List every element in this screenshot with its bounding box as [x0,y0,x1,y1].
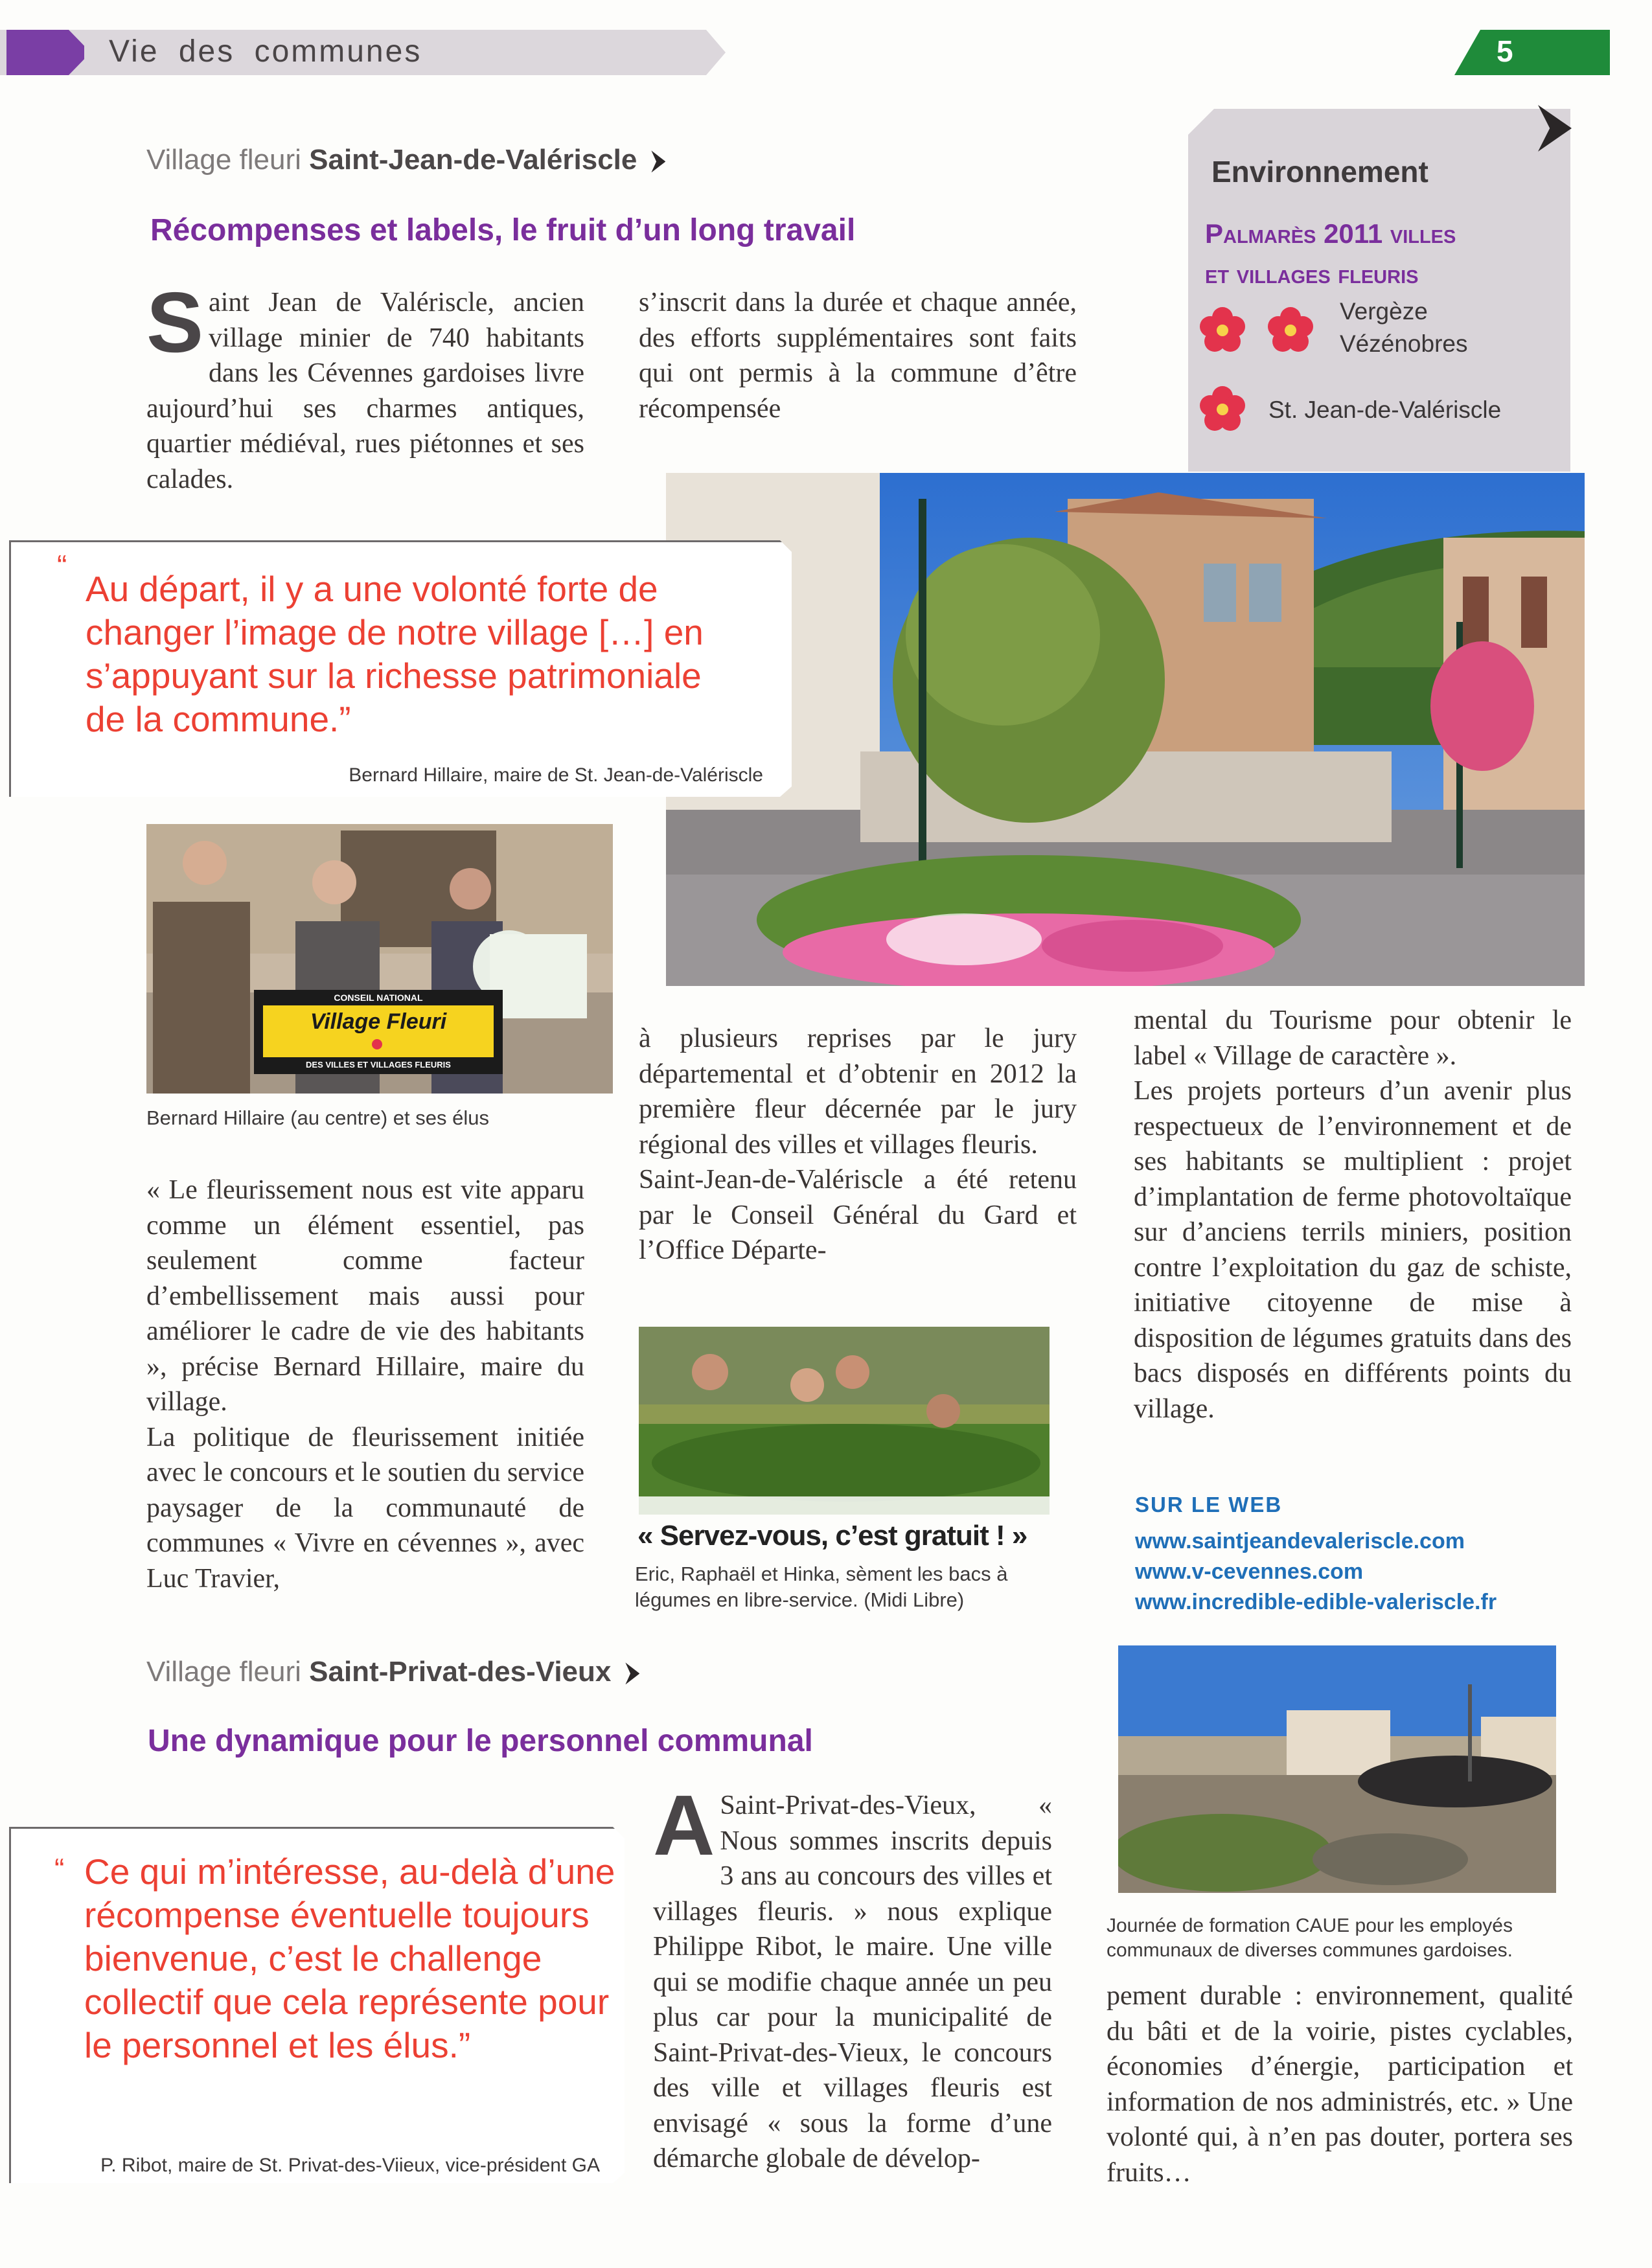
palmares-line2: et villages fleuris [1205,258,1419,289]
article1-col2 [639,1021,1077,1268]
quote-mark: “ [57,549,67,582]
article1-intro [146,275,584,497]
palmares-item: St. Jean-de-Valériscle [1268,396,1502,423]
article1-col2-top: s’inscrit dans la durée et chaque année, des efforts supplémentaires sont faits qui ont permis à la commune d’être récompensée [639,288,1077,424]
kicker-place: Saint-Privat-des-Vieux [309,1656,612,1688]
article2-body [653,1778,1052,2177]
web-link[interactable]: www.incredible-edible-valeriscle.fr [1135,1590,1497,1614]
chevron-right-icon [625,1662,639,1684]
photo-caption: Bernard Hillaire (au centre) et ses élus [146,1106,489,1129]
article1-headline: Récompenses et labels, le fruit d’un long travail [150,213,856,247]
flower-icon [372,1039,382,1049]
web-link[interactable]: www.v-cevennes.com [1135,1559,1364,1584]
article1-col1 [146,1173,584,1596]
dropcap: S [146,275,204,370]
village-fleuri-sign [254,990,503,1074]
page-number: 5 [1497,34,1513,68]
paragraph: « Le fleurissement nous est vite apparu comme un élément essentiel, pas seulement comme facteur d’embellissement mais aussi pour améliorer le cadre de vie des habitants », précise Bernard Hillaire, maire du village. [146,1175,584,1417]
article2-col3: pement durable : environnement, qualité du bâti et de la voirie, pistes cyclables, économies d’énergie, participation et information de nos administrés, etc. » Une volonté qui, à n’en pas douter, portera ses fruits… [1107,1981,1573,2188]
flower-icon [1268,307,1313,352]
kicker-prefix: Village fleuri [146,1656,301,1688]
kicker-place: Saint-Jean-de-Valériscle [309,144,637,176]
article2-headline: Une dynamique pour le personnel communal [148,1724,813,1758]
paragraph: La politique de fleurissement initiée avec le concours et le soutien du service paysager de la communauté de communes « Vivre en cévennes », avec Luc Travier, [146,1422,584,1594]
clipping-title: « Servez-vous, c’est gratuit ! » [637,1520,1027,1552]
body-text: Saint-Privat-des-Vieux, « Nous sommes inscrits depuis 3 ans au concours des villes et villages fleuris. » nous explique Philippe Ribot, le maire. Une ville qui se modifie chaque année un peu plus car pour la municipalité de Saint-Privat-des-Vieux, le concours des ville et villages fleuris est envisagé « sous la forme d’une démarche globale de dévelop- [653,1791,1052,2173]
kicker-prefix: Village fleuri [146,144,301,176]
quote-text: Ce qui m’intéresse, au-delà d’une récompense éventuelle toujours bienvenue, c’est le challenge collectif que cela représente pour le personnel et les élus.” [84,1851,615,2065]
dropcap: A [653,1778,715,1873]
section-header-tab [6,30,84,75]
web-links [1135,1526,1497,1618]
flower-icon [1200,307,1245,352]
quote-source: P. Ribot, maire de St. Privat-des-Viieux, vice-président GA [100,2155,600,2176]
article1-col3 [1134,1003,1572,1426]
paragraph: Saint-Jean-de-Valériscle a été retenu par le Conseil Général du Gard et l’Office Départe- [639,1165,1077,1265]
environment-title: Environnement [1211,155,1428,189]
flower-icon [1200,386,1245,431]
web-section-title: SUR LE WEB [1135,1493,1283,1517]
article1-kicker [146,144,665,176]
quote-source: Bernard Hillaire, maire de St. Jean-de-Valériscle [349,764,763,786]
intro-text: aint Jean de Valériscle, ancien village minier de 740 habitants dans les Cévennes gardoises livre aujourd’hui ses charmes antiques, quartier médiéval, rues piétonnes et ses calades. [146,288,584,494]
sign-top: CONSEIL NATIONAL [334,992,423,1003]
chevron-right-icon [651,150,665,172]
training-photo [1118,1645,1556,1893]
palmares-item: Vergèze [1340,298,1428,325]
quote-text: Au départ, il y a une volonté forte de changer l’image de notre village […] en s’appuyant sur la richesse patrimoniale de la commune.” [86,569,704,739]
sign-main: Village Fleuri [310,1009,447,1034]
section-title: Vie des communes [109,34,422,69]
paragraph: mental du Tourisme pour obtenir le label « Village de caractère ». [1134,1005,1572,1071]
training-caption: Journée de formation CAUE pour les employés communaux de diverses communes gardoises. [1107,1915,1513,1961]
sign-bottom: DES VILLES ET VILLAGES FLEURIS [306,1060,451,1070]
web-link[interactable]: www.saintjeandevaleriscle.com [1135,1529,1465,1553]
page-number-tab [1454,30,1610,75]
village-square-photo [666,473,1585,986]
quote-mark: “ [54,1852,65,1886]
palmares-item: Vézénobres [1340,330,1468,357]
paragraph: Les projets porteurs d’un avenir plus respectueux de l’environnement et de ses habitants se multiplient : projet d’implantation de ferme photovoltaïque sur d’anciens terrils miniers, position contre l’exploitation du gaz de schiste, initiative citoyenne de mise à disposition de légumes gratuits dans des bacs disposés en différents points du village. [1134,1076,1572,1424]
paragraph: à plusieurs reprises par le jury départemental et d’obtenir en 2012 la première fleur décernée par le jury régional des villes et villages fleuris. [639,1024,1077,1160]
palmares-title [1205,214,1456,294]
article2-kicker [146,1656,639,1688]
clipping-caption: Eric, Raphaël et Hinka, sèment les bacs à légumes en libre-service. (Midi Libre) [635,1563,1008,1611]
palmares-line1: Palmarès 2011 villes [1205,218,1456,249]
gardeners-photo [639,1327,1050,1515]
